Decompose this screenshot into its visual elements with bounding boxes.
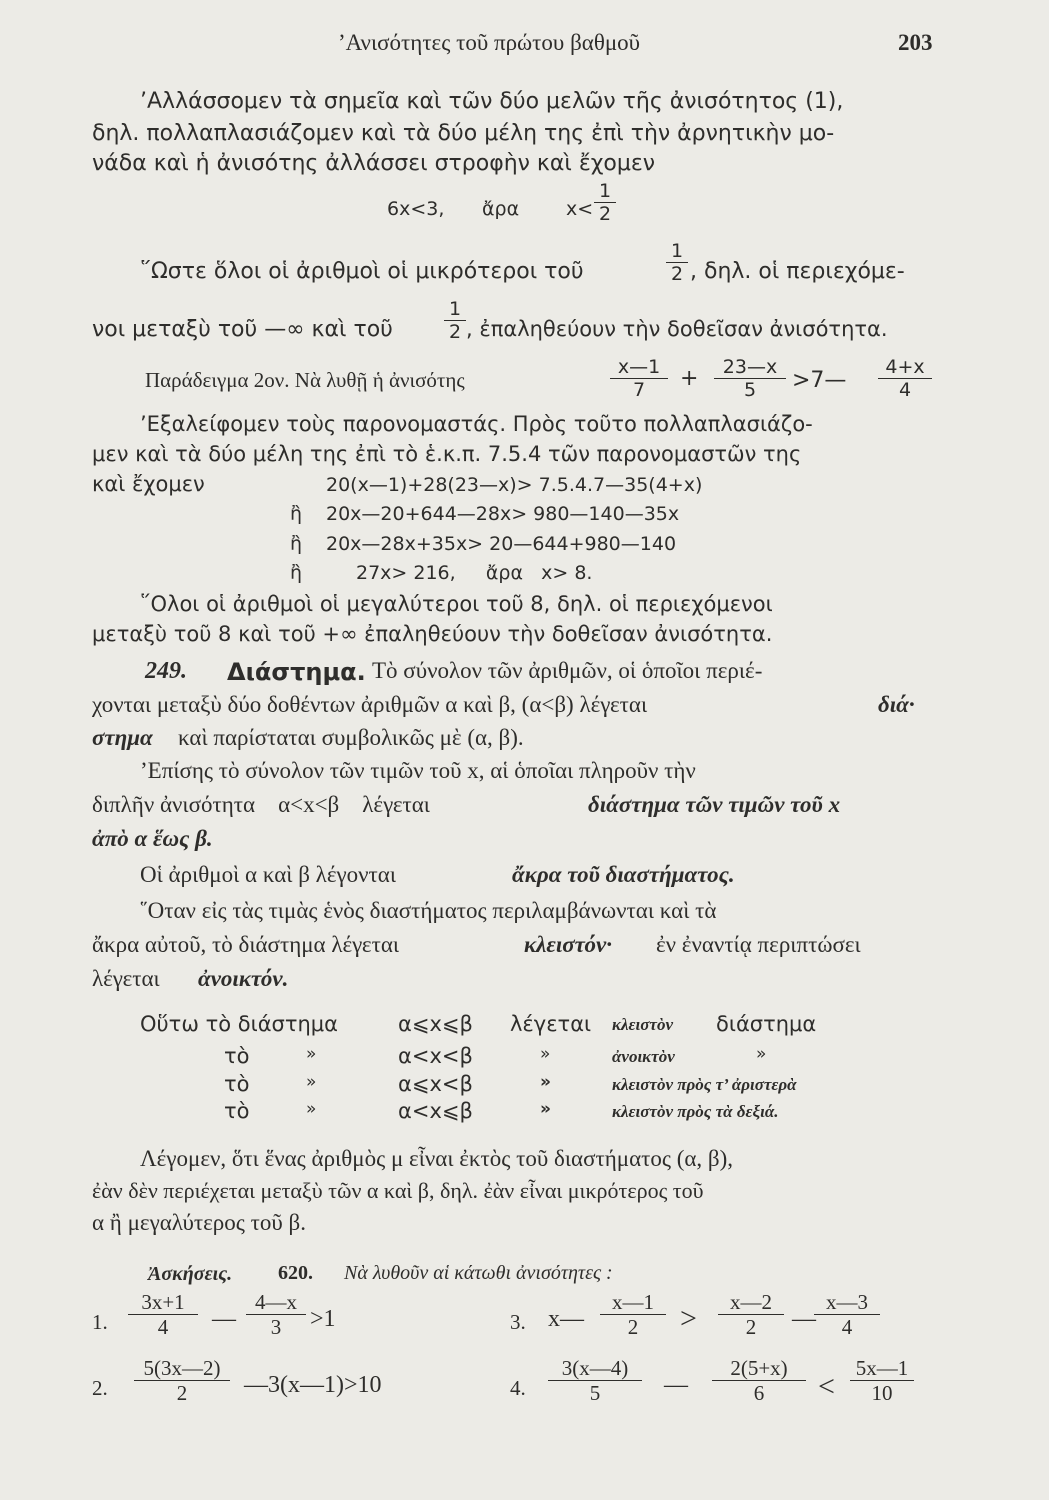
table-row-4-ditto-2: » <box>540 1099 551 1119</box>
step-4: 27x> 216, ἄρα x> 8. <box>356 562 593 584</box>
fraction-numerator: 1 <box>594 180 616 203</box>
fraction-denominator: 10 <box>871 1381 893 1405</box>
fraction-denominator: 5 <box>589 1381 601 1405</box>
step-4-prefix: ἢ <box>290 562 303 584</box>
section-p4c: ἐν ἐναντίᾳ περιπτώσει <box>656 932 861 957</box>
fraction-numerator: 2(5+x) <box>712 1356 806 1381</box>
conclusion1-b: , δηλ. οἱ περιεχόμε- <box>690 259 905 284</box>
example2-fraction-1 <box>610 356 668 401</box>
exercises-label: Ἀσκήσεις. <box>148 1263 233 1285</box>
table-row-2-ditto: » <box>306 1044 317 1064</box>
table-row-2-label: τὸ <box>224 1044 250 1068</box>
exercise-4-fraction-1 <box>548 1356 642 1405</box>
fraction-numerator: 5x—1 <box>850 1356 914 1381</box>
step-1: 20(x—1)+28(23—x)> 7.5.4.7—35(4+x) <box>326 474 703 496</box>
example2-plus: + <box>680 366 699 391</box>
conclusion1-d: , ἐπαληθεύουν τὴν δοθεῖσαν ἀνισότητα. <box>466 317 888 341</box>
table-row-2-ditto-2: » <box>540 1044 551 1064</box>
fraction-numerator: x—3 <box>814 1290 880 1315</box>
intro-line-2: δηλ. πολλαπλασιάζομεν καὶ τὰ δύο μέλη της ἐπὶ τὴν ἀρνητικὴν μο- <box>92 121 835 146</box>
exercises-instruction: Νὰ λυθοῦν αἱ κάτωθι ἀνισότητες : <box>344 1262 613 1284</box>
example2-gt: >7— <box>792 368 847 393</box>
exercise-1-rest: >1 <box>310 1306 336 1332</box>
example2-conclusion-1: ῞Ολοι οἱ ἀριθμοὶ οἱ μεγαλύτεροι τοῦ 8, δηλ. οἱ περιεχόμενοι <box>140 592 773 616</box>
conclusion1-c: νοι μεταξὺ τοῦ —∞ καὶ τοῦ <box>92 317 393 342</box>
conclusion1-fraction-2 <box>444 298 466 343</box>
table-row-1-term: κλειστὸν <box>612 1015 674 1034</box>
exercise-3-fraction-2 <box>718 1290 784 1339</box>
term-endpoints: ἄκρα τοῦ διαστήματος. <box>512 862 735 887</box>
fraction-denominator: 6 <box>753 1381 765 1405</box>
fraction-numerator: x—1 <box>600 1290 666 1315</box>
table-row-4-label: τὸ <box>224 1099 250 1123</box>
ineq1-x: x< <box>566 198 594 220</box>
fraction-denominator: 3 <box>270 1315 282 1339</box>
exercise-4-fraction-2 <box>712 1356 806 1405</box>
fraction-denominator: 2 <box>448 321 462 343</box>
example2-line-3: καὶ ἔχομεν <box>92 472 205 496</box>
fraction-numerator: 4—x <box>246 1290 306 1315</box>
step-2: 20x—20+644—28x> 980—140—35x <box>326 503 680 525</box>
ineq1-fraction <box>594 180 616 225</box>
running-header: ’Ανισότητες τοῦ πρώτου βαθμοῦ <box>338 30 641 55</box>
section-p4b: ἄκρα αὐτοῦ, τὸ διάστημα λέγεται <box>92 932 400 957</box>
table-row-3-label: τὸ <box>224 1072 250 1096</box>
fraction-numerator: x—1 <box>610 356 668 379</box>
conclusion1-fraction <box>666 240 688 285</box>
exercise-2-number: 2. <box>92 1376 108 1400</box>
section-p1c: καὶ παρίσταται συμβολικῶς μὲ (α, β). <box>178 725 524 750</box>
fraction-numerator: 3x+1 <box>128 1290 198 1315</box>
example2-fraction-2 <box>714 356 786 401</box>
section-p2a: ’Επίσης τὸ σύνολον τῶν τιμῶν τοῦ x, αἱ ὁποῖαι πληροῦν τὴν <box>140 758 696 783</box>
example2-label: Παράδειγμα 2ον. Νὰ λυθῇ ἡ ἀνισότης <box>145 368 465 392</box>
fraction-denominator: 4 <box>898 379 912 401</box>
fraction-denominator: 2 <box>176 1381 188 1405</box>
step-2-prefix: ἢ <box>290 503 303 525</box>
fraction-denominator: 4 <box>841 1315 853 1339</box>
exercise-3-minus: — <box>792 1306 816 1332</box>
exercise-1-number: 1. <box>92 1310 108 1334</box>
exercise-1-minus: — <box>212 1306 236 1332</box>
table-row-2-expr: α<x<β <box>398 1044 473 1068</box>
example2-line-1: ’Εξαλείφομεν τοὺς παρονομαστάς. Πρὸς τοῦτο πολλαπλασιάζο- <box>140 412 813 436</box>
intro-line-1: ’Αλλάσσομεν τὰ σημεῖα καὶ τῶν δύο μελῶν τῆς ἀνισότητος (1), <box>140 89 844 114</box>
step-3: 20x—28x+35x> 20—644+980—140 <box>326 533 677 555</box>
table-row-3-expr: α⩽x<β <box>398 1072 473 1096</box>
table-row-3-ditto: » <box>306 1072 317 1092</box>
exercise-3-fraction-3 <box>814 1290 880 1339</box>
fraction-numerator: x—2 <box>718 1290 784 1315</box>
closing-line-1: Λέγομεν, ὅτι ἕνας ἀριθμὸς μ εἶναι ἐκτὸς τοῦ διαστήματος (α, β), <box>140 1146 734 1171</box>
table-row-2-term: ἀνοικτὸν <box>612 1047 675 1066</box>
closing-line-2: ἐὰν δὲν περιέχεται μεταξὺ τῶν α καὶ β, δηλ. ἐὰν εἶναι μικρότερος τοῦ <box>92 1178 704 1203</box>
exercise-3-fraction-1 <box>600 1290 666 1339</box>
term-diastima-a: διά· <box>878 692 915 717</box>
section-p4d: λέγεται <box>92 966 160 991</box>
fraction-numerator: 4+x <box>878 356 932 379</box>
table-row-1-label: Οὕτω τὸ διάστημα <box>140 1012 339 1036</box>
fraction-denominator: 5 <box>743 379 757 401</box>
term-interval-of-values: διάστημα τῶν τιμῶν τοῦ x <box>588 792 841 817</box>
exercise-4-lt: < <box>818 1370 835 1403</box>
exercise-4-number: 4. <box>510 1376 526 1400</box>
exercise-1-fraction-1 <box>128 1290 198 1339</box>
intro-line-3: νάδα καὶ ἡ ἀνισότης ἀλλάσσει στροφὴν καὶ ἔχομεν <box>92 151 656 176</box>
example2-conclusion-2: μεταξὺ τοῦ 8 καὶ τοῦ +∞ ἐπαληθεύουν τὴν δοθεῖσαν ἀνισότητα. <box>92 622 773 646</box>
conclusion1-a: ῞Ωστε ὅλοι οἱ ἀριθμοὶ οἱ μικρότεροι τοῦ <box>140 259 584 284</box>
exercise-2-rest: —3(x—1)>10 <box>244 1372 382 1398</box>
table-row-1-says: λέγεται <box>510 1012 592 1036</box>
fraction-denominator: 2 <box>627 1315 639 1339</box>
fraction-denominator: 2 <box>745 1315 757 1339</box>
closing-line-3: α ἢ μεγαλύτερος τοῦ β. <box>92 1210 306 1235</box>
section-p2b: διπλῆν ἀνισότητα α<x<β λέγεται <box>92 792 430 817</box>
page-number: 203 <box>898 30 933 55</box>
exercise-4-fraction-3 <box>850 1356 914 1405</box>
example2-fraction-3 <box>878 356 932 401</box>
exercises-number: 620. <box>278 1262 313 1284</box>
exercise-3-gt: > <box>680 1302 697 1335</box>
term-open: ἀνοικτόν. <box>198 966 289 991</box>
table-row-4-expr: α<x⩽β <box>398 1099 473 1123</box>
table-row-4-ditto: » <box>306 1099 317 1119</box>
table-row-4-term: κλειστὸν πρὸς τὰ δεξιά. <box>612 1102 779 1121</box>
table-row-1-expr: α⩽x⩽β <box>398 1012 473 1036</box>
term-from-a-to-b: ἀπὸ α ἕως β. <box>92 826 213 851</box>
section-p1a: Τὸ σύνολον τῶν ἀριθμῶν, οἱ ὁποῖοι περιέ- <box>372 658 763 683</box>
fraction-numerator: 1 <box>666 240 688 263</box>
fraction-numerator: 23—x <box>714 356 786 379</box>
table-row-3-ditto-2: » <box>540 1072 551 1092</box>
section-p4a: ῞Οταν εἰς τὰς τιμὰς ἑνὸς διαστήματος περιλαμβάνωνται καὶ τὰ <box>140 898 717 923</box>
exercise-3-prefix: x— <box>548 1306 584 1332</box>
fraction-numerator: 1 <box>444 298 466 321</box>
exercise-1-fraction-2 <box>246 1290 306 1339</box>
section-p1b: χονται μεταξὺ δύο δοθέντων ἀριθμῶν α καὶ β, (α<β) λέγεται <box>92 692 648 717</box>
term-diastima-b: στημα <box>92 725 153 750</box>
fraction-denominator: 7 <box>632 379 646 401</box>
step-3-prefix: ἢ <box>290 533 303 555</box>
fraction-denominator: 2 <box>598 203 612 225</box>
fraction-numerator: 3(x—4) <box>548 1356 642 1381</box>
table-row-2-ditto-3: » <box>756 1044 767 1064</box>
exercise-3-number: 3. <box>510 1310 526 1334</box>
example2-line-2: μεν καὶ τὰ δύο μέλη της ἐπὶ τὸ ἑ.κ.π. 7.5.4 τῶν παρονομαστῶν της <box>92 442 802 466</box>
exercise-2-fraction-1 <box>134 1356 230 1405</box>
fraction-denominator: 2 <box>670 263 684 285</box>
section-p3: Οἱ ἀριθμοὶ α καὶ β λέγονται <box>140 862 397 887</box>
ineq1-ara: ἄρα <box>482 198 520 220</box>
table-row-3-term: κλειστὸν πρὸς τ’ ἀριστερὰ <box>612 1075 797 1094</box>
fraction-numerator: 5(3x—2) <box>134 1356 230 1381</box>
fraction-denominator: 4 <box>157 1315 169 1339</box>
term-closed: κλειστόν· <box>524 932 612 957</box>
ineq1-left: 6x<3, <box>387 198 445 220</box>
exercise-4-minus: — <box>664 1372 688 1398</box>
section-number: 249. <box>145 658 187 684</box>
section-title: Διάστημα. <box>227 658 366 686</box>
table-row-1-tail: διάστημα <box>716 1012 817 1036</box>
